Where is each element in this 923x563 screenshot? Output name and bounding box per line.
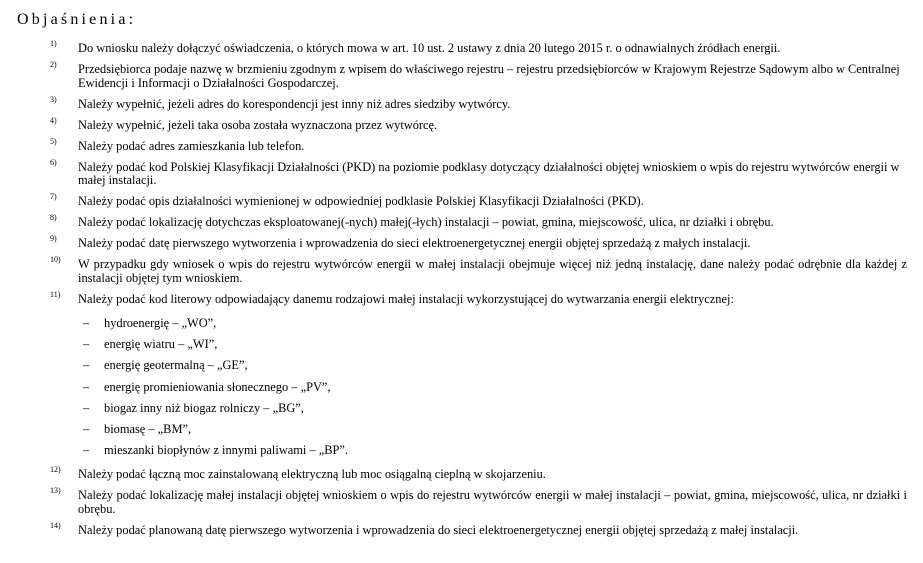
energy-code-item	[0, 444, 923, 458]
footnote-9	[0, 234, 923, 251]
footnote-3	[0, 94, 923, 112]
footnote-14	[0, 520, 923, 538]
footnote-text: Należy podać adres zamieszkania lub telefon.	[78, 138, 305, 153]
energy-code-item	[0, 317, 923, 331]
footnote-text: Należy wypełnić, jeżeli adres do korespondencji jest inny niż adres siedziby wytwórcy.	[78, 96, 511, 111]
footnote-8	[0, 213, 923, 230]
footnote-number: 10)	[50, 255, 61, 265]
footnote-11	[0, 289, 923, 307]
footnote-13	[0, 486, 923, 516]
footnote-7	[0, 192, 923, 209]
energy-code-text: energię wiatru – „WI”,	[104, 337, 218, 352]
footnote-12	[0, 465, 923, 482]
page-title: Objaśnienia:	[17, 11, 137, 28]
footnote-number: 7)	[50, 192, 57, 202]
dash-marker: –	[83, 358, 90, 373]
energy-code-item	[0, 381, 923, 395]
footnote-2	[0, 59, 923, 90]
footnote-number: 13)	[50, 486, 61, 496]
footnote-text: Należy podać łączną moc zainstalowaną elektryczną lub moc osiągalną cieplną w skojarzeniu.	[78, 467, 546, 482]
footnote-text: Należy podać opis działalności wymienionej w odpowiedniej podklasie Polskiej Klasyfikacji Działalności (PKD).	[78, 194, 644, 209]
footnote-number: 14)	[50, 520, 61, 530]
footnote-number: 9)	[50, 234, 57, 244]
footnote-4	[0, 115, 923, 133]
footnotes-list	[0, 39, 923, 538]
footnote-number: 8)	[50, 213, 57, 223]
energy-code-text: energię geotermalną – „GE”,	[104, 358, 248, 373]
energy-code-item	[0, 359, 923, 373]
energy-code-text: mieszanki biopłynów z innymi paliwami – „BP”.	[104, 442, 348, 457]
footnote-number: 3)	[50, 94, 57, 104]
energy-code-text: biomasę – „BM”,	[104, 421, 192, 436]
footnote-10	[0, 255, 923, 285]
energy-code-text: hydroenergię – „WO”,	[104, 316, 217, 331]
footnote-number: 11)	[50, 289, 61, 299]
footnote-text: Należy podać datę pierwszego wytworzenia i wprowadzenia do sieci elektroenergetycznej energii objętej sprzedażą z małych instalacji.	[78, 236, 751, 251]
footnote-1	[0, 39, 923, 56]
footnote-number: 12)	[50, 465, 61, 475]
dash-marker: –	[83, 316, 90, 331]
footnote-number: 2)	[50, 59, 57, 69]
footnote-text: Należy podać planowaną datę pierwszego wytworzenia i wprowadzenia do sieci elektroenergetycznej energii objętej sprzedażą z małej instalacji.	[78, 522, 799, 537]
footnote-text: Należy podać kod Polskiej Klasyfikacji Działalności (PKD) na poziomie podklasy dotyczący działalności objętej wnioskiem o wpis do rejestru wytwórców energii w małej instalacji.	[78, 159, 900, 188]
footnote-text: Należy podać kod literowy odpowiadający danemu rodzajowi małej instalacji wykorzystującej do wytwarzania energii elektrycznej:	[78, 291, 734, 306]
footnote-text: Przedsiębiorca podaje nazwę w brzmieniu zgodnym z wpisem do właściwego rejestru – rejestru przedsiębiorców w Krajowym Rejestrze Sądowym albo w Centralnej Ewidencji i Informacji o Działalności Gospodarczej.	[78, 61, 900, 90]
energy-code-item	[0, 402, 923, 416]
dash-marker: –	[83, 442, 90, 457]
footnote-text: Do wniosku należy dołączyć oświadczenia, o których mowa w art. 10 ust. 2 ustawy z dnia 20 lutego 2015 r. o odnawialnych źródłach energii.	[78, 41, 781, 55]
footnote-5	[0, 136, 923, 154]
footnote-number: 5)	[50, 136, 57, 146]
energy-code-text: energię promieniowania słonecznego – „PV”,	[104, 379, 331, 394]
footnote-text: Należy wypełnić, jeżeli taka osoba została wyznaczona przez wytwórcę.	[78, 117, 438, 132]
dash-marker: –	[83, 337, 90, 352]
footnote-text: Należy podać lokalizację małej instalacji objętej wnioskiem o wpis do rejestru wytwórców energii w małej instalacji – powiat, gmina, miejscowość, ulica, nr działki i obrębu.	[78, 488, 907, 516]
footnote-text: W przypadku gdy wniosek o wpis do rejestru wytwórców energii w małej instalacji obejmuje więcej niż jedną instalację, dane należy podać odrębnie dla każdej z instalacji objętej tym wnioskiem.	[78, 257, 907, 285]
energy-code-item	[0, 423, 923, 437]
energy-code-item	[0, 338, 923, 352]
dash-marker: –	[83, 421, 90, 436]
dash-marker: –	[83, 379, 90, 394]
dash-marker: –	[83, 400, 90, 415]
footnote-6	[0, 157, 923, 188]
footnote-number: 6)	[50, 157, 57, 167]
footnote-text: Należy podać lokalizację dotychczas eksploatowanej(-nych) małej(-łych) instalacji – powiat, gmina, miejscowość, ulica, nr działki i obrębu.	[78, 215, 774, 230]
footnote-number: 4)	[50, 115, 57, 125]
footnote-number: 1)	[50, 39, 57, 48]
energy-code-text: biogaz inny niż biogaz rolniczy – „BG”,	[104, 400, 304, 415]
